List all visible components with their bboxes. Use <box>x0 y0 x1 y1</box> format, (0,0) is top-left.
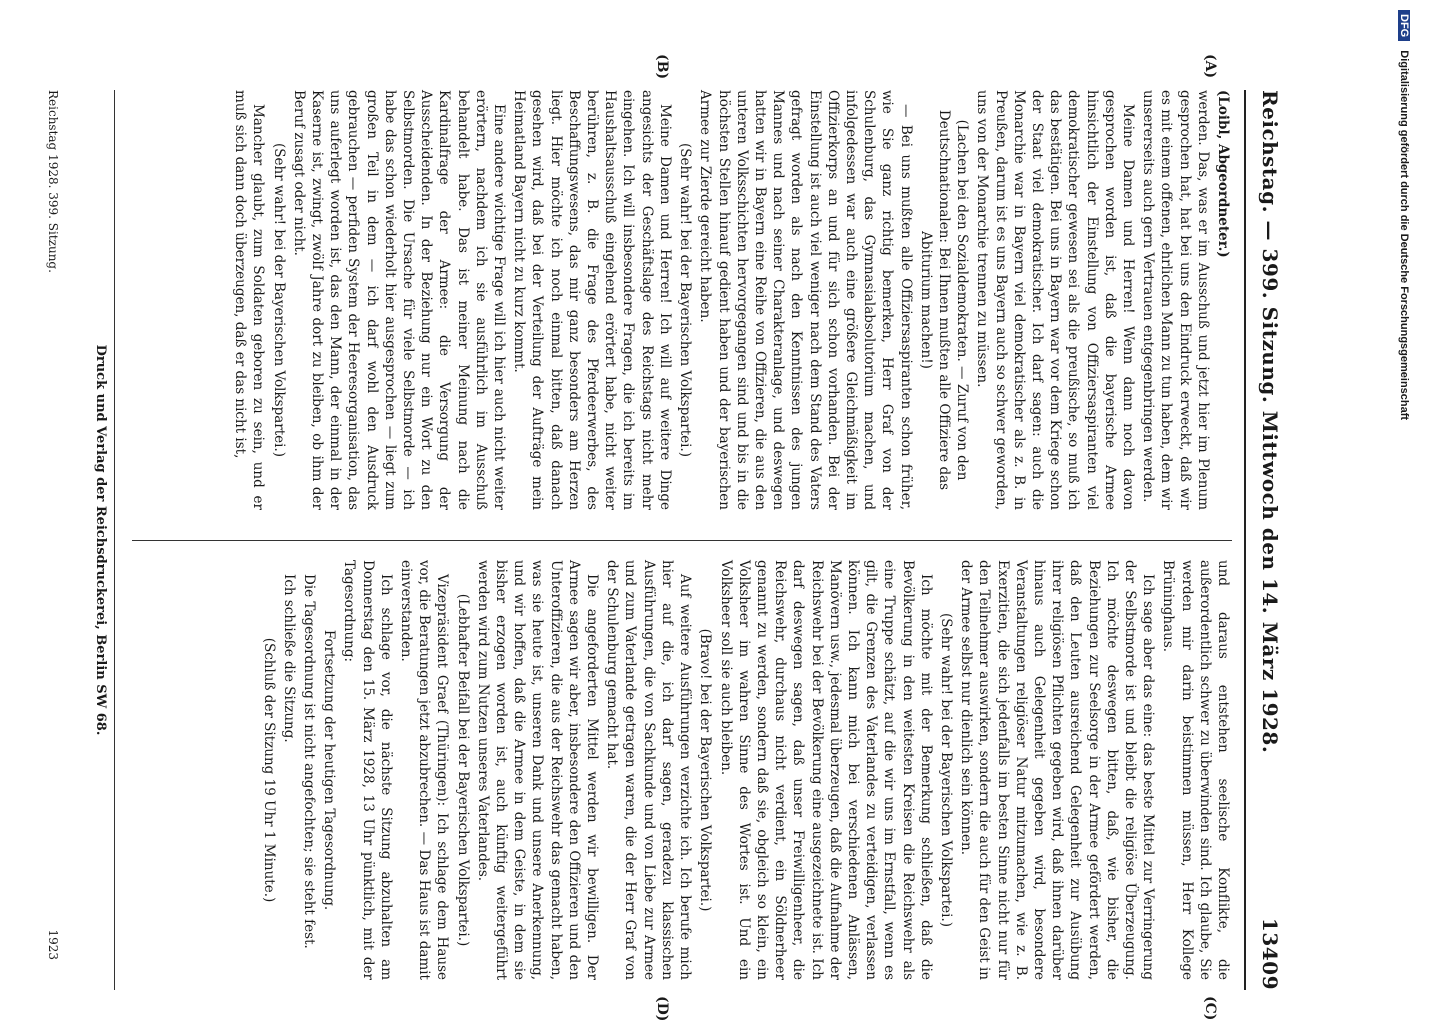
footer-rule <box>114 90 115 990</box>
rotated-page-content <box>30 54 1290 1021</box>
margin-marker-d: (D) <box>654 996 670 1021</box>
interjection: (Lebhafter Beifall bei der Bayerischen Volkspartei.) <box>454 593 471 947</box>
speaker-line: (Loibl, Abgeordneter.) <box>1215 90 1231 258</box>
paragraph: und daraus entstehen seelische Konflikte, die außerordentlich schwer zu überwinden sind. Ich glaube, Sie werden mir darin beistimmen müssen, Herr Kollege Brüninghaus. <box>1160 560 1231 980</box>
paragraph: Vizepräsident Graef (Thüringen): Ich schlage dem Hause vor, die Beratungen jetzt abzubrechen. — Das Haus ist damit einverstanden. <box>398 560 451 980</box>
paragraph: Die angeforderten Mittel werden wir bewilligen. Der Armee sagen wir aber, insbesondere den Offizieren und den Unteroffizieren, die aus der Reichswehr das gemacht haben, was sie heute ist, unseren Dank und unsere Anerkennung, und wir hoffen, daß die Armee in dem Geiste, in dem sie bisher erzogen worden ist, auch künftig weitergeführt werden wird zum Nutzen unseres Vaterlandes. <box>474 560 601 980</box>
interjection: (Lachen bei den Sozialdemokraten. — Zuruf von den Deutschnationalen: Bei Ihnen mußten alle Offiziere das Abiturium machen!) <box>917 109 971 491</box>
left-column <box>132 90 1232 510</box>
paragraph: Die Tagesordnung ist nicht angefochten; sie steht fest. <box>301 574 318 949</box>
interjection: (Sehr wahr! bei der Bayerischen Volkspartei.) <box>270 142 287 458</box>
footer-number: 1923 <box>46 929 60 960</box>
margin-marker-a: (A) <box>1202 54 1218 79</box>
dfg-badge: DFG <box>1398 10 1410 41</box>
page-number: 13409 <box>1258 917 1282 990</box>
header-title: Reichstag. — 399. Sitzung. Mittwoch den 14. März 1928. <box>1258 90 1282 754</box>
closing-note: (Schluß der Sitzung 19 Uhr 1 Minute.) <box>260 637 277 903</box>
agenda-item: Fortsetzung der heutigen Tagesordnung. <box>321 629 338 911</box>
paragraph: Mancher glaubt, zum Soldaten geboren zu sein, und er muß sich dann doch überzeugen, daß er das nicht ist, <box>232 90 267 510</box>
paragraph: Ich schließe die Sitzung. <box>280 574 297 743</box>
margin-marker-b: (B) <box>654 54 670 80</box>
paragraph: Meine Damen und Herren! Wenn dann noch davon gesprochen worden ist, daß die bayerische Armee hinsichtlich der Einstellung von Offiziersaspiranten viel demokratischer gewesen sei als die preußische, so muß ich das bestätigen. Bei uns in Bayern war vor dem Kriege schon der Staat viel demokratischer. Ich darf sagen: auch die Monarchie war in Bayern viel demokratischer als z. B. in Preußen, darum ist es uns Bayern auch so schwer geworden, uns von der Monarchie trennen zu müssen. <box>974 90 1136 510</box>
paragraph: — Bei uns mußten alle Offiziersaspiranten schon früher, wie Sie ganz richtig bemerken, Herr Graf von der Schulenburg, das Gymnasialabsolutorium machen, und infolgedessen war auch eine größere Gleichmäßigkeit im Offizierkorps an und für sich schon vorhanden. Bei der Einstellung ist auch viel weniger nach dem Stand des Vaters gefragt worden als nach den Kenntnissen des jungen Mannes und nach seiner Charakteranlage, und deswegen hatten wir in Bayern eine Reihe von Offizieren, die aus den unteren Volksschichten hervorgegangen sind und bis in die höchsten Stellen hinauf gedient haben und der bayerischen Armee zur Zierde gereicht haben. <box>697 90 914 510</box>
paragraph: Ich möchte mit der Bemerkung schließen, daß die Bevölkerung in den weitesten Kreisen die Reichswehr als eine Truppe schätzt, auf die wir uns im Ernstfall, wenn es gilt, die Grenzen des Vaterlandes zu verteidigen, verlassen können. Ich kann mich bei verschiedenen Anlässen, Manövern usw., jedesmal überzeugen, daß die Aufnahme der Reichswehr bei der Bevölkerung eine ausgezeichnete ist. Ich darf deswegen sagen, daß unser Freiwilligenheer, die Reichswehr, durchaus nicht verdient, ein Söldnerheer genannt zu werden, sondern daß sie, obgleich so klein, ein Volksheer im wahren Sinne des Wortes ist. Und ein Volksheer soll sie auch bleiben. <box>717 560 934 980</box>
page-header <box>1250 90 1290 990</box>
interjection: (Sehr wahr! bei der Bayerischen Volkspartei.) <box>677 142 694 458</box>
paragraph: werden. Das, was er im Ausschuß und jetzt hier im Plenum gesprochen hat, hat bei uns den Eindruck erweckt, daß wir es mit einem offenen, ehrlichen Mann zu tun haben, dem wir unsererseits auch gern Vertrauen entgegenbringen werden. <box>1140 90 1211 510</box>
paragraph: Ich sage aber das eine: das beste Mittel zur Verringerung der Selbstmorde ist und bleibt die religiöse Überzeugung. Ich möchte deswegen bitten, daß, wie bisher, die Beziehungen zur Seelsorge in der Armee gefördert werden, daß den Leuten ausreichend Gelegenheit zur Ausübung ihrer religiösen Pflichten gegeben wird, daß ihnen darüber hinaus auch Gelegenheit gegeben wird, besondere Veranstaltungen religiöser Natur mitzumachen, wie z. B. Exerzitien, die sich jedenfalls im besten Sinne nicht nur für den Teilnehmer auswirken, sondern die auch für den Geist in der Armee selbst nur dienlich sein können. <box>958 560 1157 980</box>
interjection: (Sehr wahr! bei der Bayerischen Volkspartei.) <box>937 612 954 928</box>
interjection: (Bravo! bei der Bayerischen Volkspartei.) <box>697 628 714 912</box>
digitization-text: Digitalisierung gefördert durch die Deutsche Forschungsgemeinschaft <box>1398 50 1410 421</box>
margin-marker-c: (C) <box>1202 996 1218 1021</box>
paragraph: Eine andere wichtige Frage will ich hier auch nicht weiter erörtern, nachdem ich sie ausführlich im Ausschuß behandelt habe. Das ist meiner Meinung nach die Kardinalfrage der Armee: die Versorgung der Ausscheidenden. In der Beziehung nur ein Wort zu den Selbstmorden. Die Ursache für viele Selbstmorde — ich habe das schon wiederholt hier ausgesprochen — liegt zum großen Teil in dem — ich darf wohl den Ausdruck gebrauchen — perfiden System der Heeresorganisation, das uns auferlegt worden ist, das den Mann, der einmal in der Kaserne ist, zwingt, zwölf Jahre dort zu bleiben, ob ihm der Beruf zusagt oder nicht. <box>290 90 508 510</box>
paragraph: Ich schlage vor, die nächste Sitzung abzuhalten am Donnerstag den 15. März 1928, 13 Uhr pünktlich, mit der Tagesordnung: <box>341 560 394 980</box>
header-rule <box>1244 90 1246 990</box>
footer-session: Reichstag 1928. 399. Sitzung. <box>46 90 60 273</box>
column-divider <box>132 540 1232 541</box>
right-column <box>132 560 1232 980</box>
paragraph: Meine Damen und Herren! Ich will auf weitere Dinge angesichts der Geschäftslage des Reichstags nicht mehr eingehen. Ich will insbesondere Fragen, die ich bereits im Haushaltsausschuß eingehend erörtert habe, nicht weiter berühren, z. B. die Frage des Pferdeerwerbes, des Beschaffungswesens, das mir ganz besonders am Herzen liegt. Hier möchte ich noch einmal bitten, daß danach gesehen wird, daß bei der Verteilung der Aufträge mein Heimatland Bayern nicht zu kurz kommt. <box>511 90 673 510</box>
paragraph: Auf weitere Ausführungen verzichte ich. Ich berufe mich hier auf die, ich darf sagen, geradezu klassischen Ausführungen, die von Sachkunde und von Liebe zur Armee und zum Vaterlande getragen waren, die der Herr Graf von der Schulenburg gemacht hat. <box>604 560 694 980</box>
digitization-note <box>1390 10 1410 990</box>
imprint: Druck und Verlag der Reichsdruckerei, Berlin SW 68. <box>93 344 108 736</box>
